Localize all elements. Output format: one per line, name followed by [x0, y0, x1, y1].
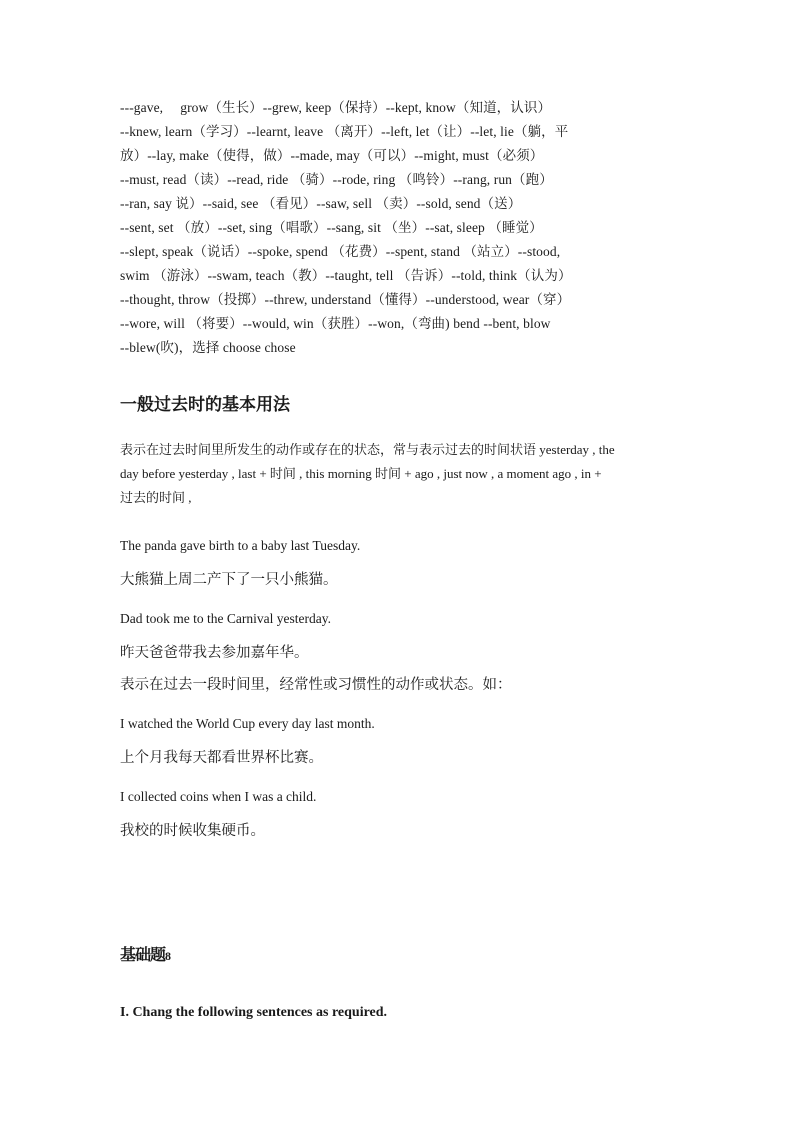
verb-line: 放）--lay, make（使得，做）--made, may（可以）--might, must（必须）: [120, 148, 544, 163]
section-title-text: 基础题: [120, 945, 166, 964]
example-chinese: 昨天爸爸带我去参加嘉年华。: [120, 645, 309, 661]
example-english: The panda gave birth to a baby last Tuesday.: [120, 538, 361, 553]
intro-line: 过去的时间 ,: [120, 490, 192, 505]
usage-rule: 表示在过去一段时间里，经常性或习惯性的动作或状态。如：: [120, 677, 512, 693]
example-chinese: 上个月我每天都看世界杯比赛。: [120, 750, 323, 766]
usage-intro: [120, 438, 680, 510]
verb-line: --blew(吹)，选择 choose chose: [120, 340, 296, 355]
example-chinese: 大熊猫上周二产下了一只小熊猫。: [120, 572, 338, 588]
verb-line: --must, read（读）--read, ride （骑）--rode, ring （鸣铃）--rang, run（跑）: [120, 172, 553, 187]
verb-line: --knew, learn（学习）--learnt, leave （离开）--left, let（让）--let, lie（躺，平: [120, 124, 569, 139]
intro-line: day before yesterday , last + 时间 , this morning 时间 + ago , just now , a moment ago , in +: [120, 466, 602, 481]
verb-line: --wore, will （将要）--would, win（获胜）--won,（弯曲) bend --bent, blow: [120, 316, 551, 331]
verb-line: --sent, set （放）--set, sing（唱歌）--sang, sit （坐）--sat, sleep （睡觉）: [120, 220, 543, 235]
verb-line: --thought, throw（投掷）--threw, understand（懂得）--understood, wear（穿）: [120, 292, 571, 307]
exercise-section-title: [120, 944, 680, 967]
intro-line: 表示在过去时间里所发生的动作或存在的状态，常与表示过去的时间状语 yesterday , the: [120, 442, 615, 457]
verb-line: swim （游泳）--swam, teach（教）--taught, tell （告诉）--told, think（认为）: [120, 268, 572, 283]
example-english: I watched the World Cup every day last month.: [120, 716, 375, 731]
document-page: [120, 96, 680, 1023]
verb-line: ---gave, grow（生长）--grew, keep（保持）--kept, know（知道，认识）: [120, 100, 552, 115]
irregular-verb-list: [120, 96, 680, 360]
example-english: I collected coins when I was a child.: [120, 789, 317, 804]
section-number: 8: [165, 949, 172, 963]
exercise-instruction: I. Chang the following sentences as required.: [120, 1005, 388, 1020]
example-chinese: 我校的时候收集硬币。: [120, 823, 265, 839]
verb-line: --ran, say 说）--said, see （看见）--saw, sell （卖）--sold, send（送）: [120, 196, 522, 211]
example-english: Dad took me to the Carnival yesterday.: [120, 611, 331, 626]
section-heading: 一般过去时的基本用法: [120, 395, 290, 415]
verb-line: --slept, speak（说话）--spoke, spend （花费）--spent, stand （站立）--stood,: [120, 244, 561, 259]
